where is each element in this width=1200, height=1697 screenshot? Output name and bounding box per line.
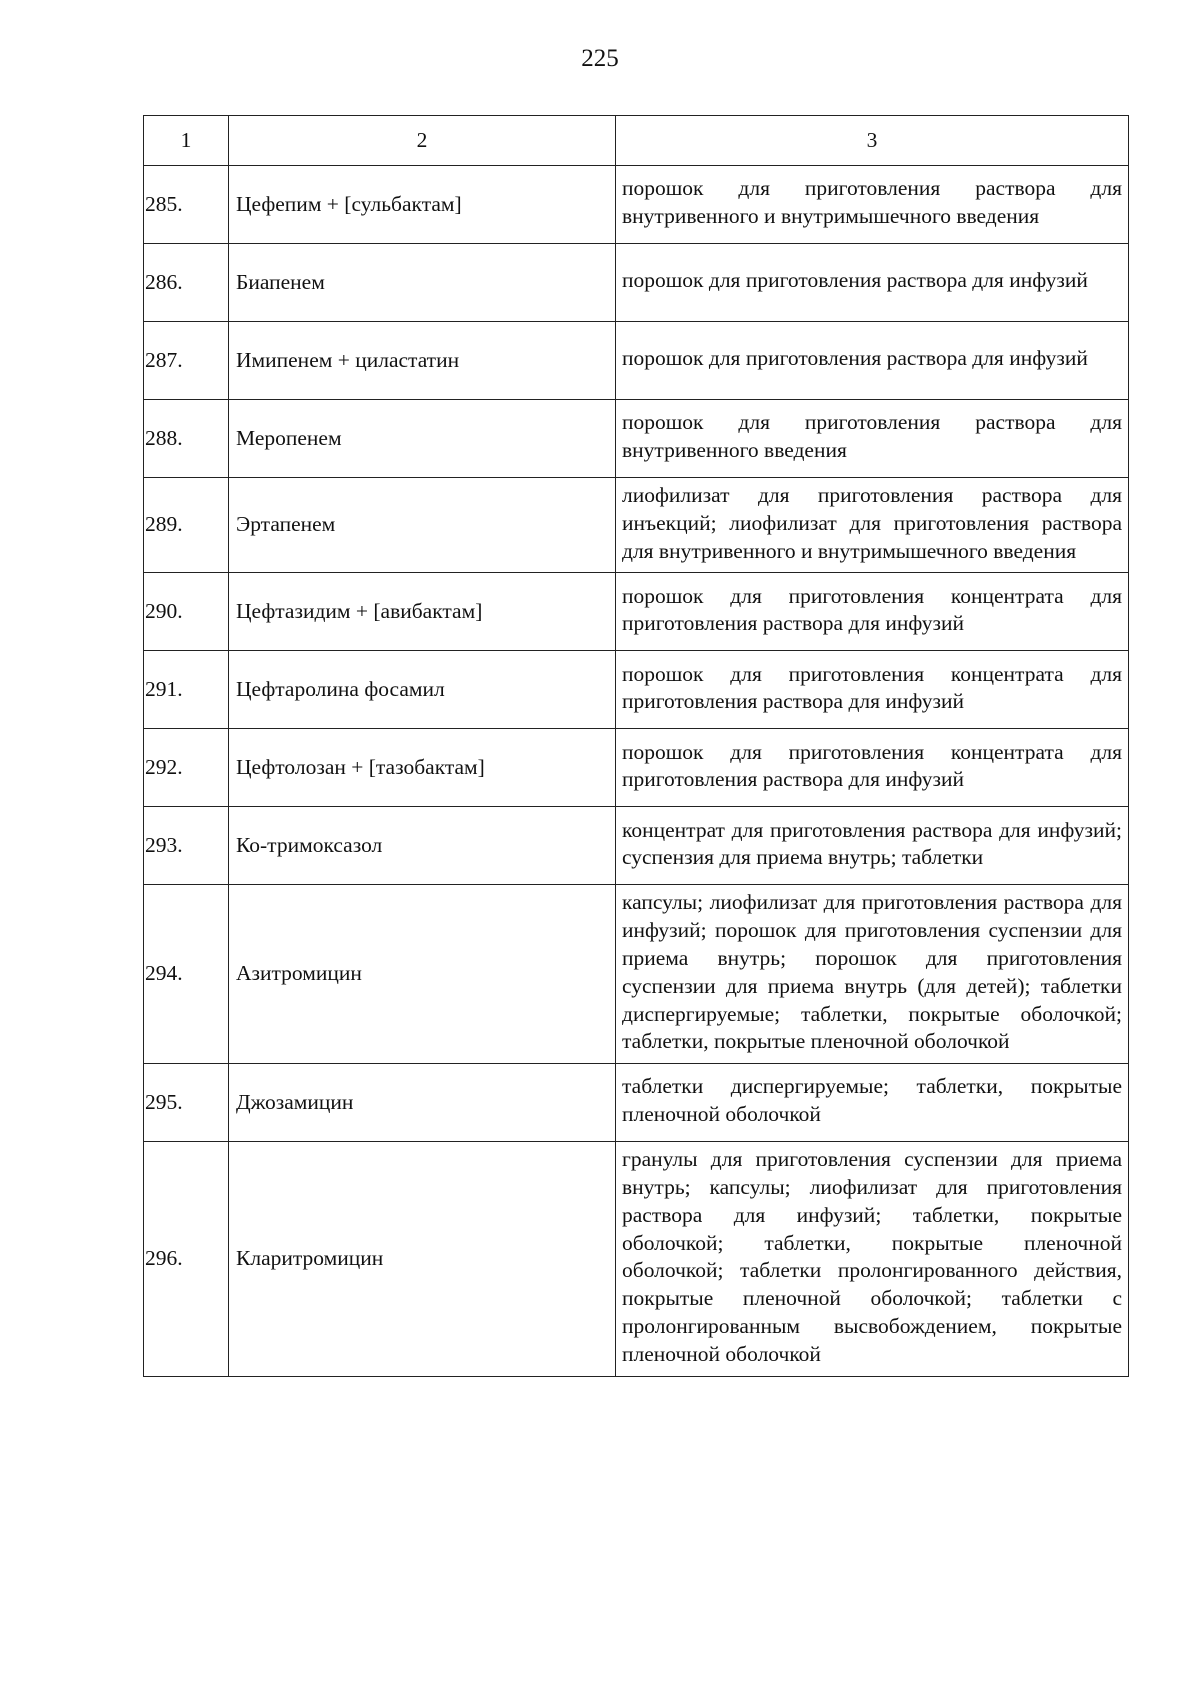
row-number: 293. — [144, 807, 229, 885]
row-number: 291. — [144, 651, 229, 729]
row-number: 294. — [144, 885, 229, 1064]
table-row — [144, 166, 1129, 244]
dosage-form: порошок для приготовления концентрата для приготовления раствора для инфузий — [616, 651, 1129, 729]
table-row — [144, 729, 1129, 807]
row-number: 288. — [144, 400, 229, 478]
drug-name: Имипенем + циластатин — [229, 322, 616, 400]
table-row — [144, 651, 1129, 729]
row-number: 286. — [144, 244, 229, 322]
dosage-form: гранулы для приготовления суспензии для приема внутрь; капсулы; лиофилизат для приготовления раствора для инфузий; таблетки, покрытые оболочкой; таблетки, покрытые пленочной оболочкой; таблетки пролонгированного действия, покрытые пленочной оболочкой; таблетки с пролонгированным высвобождением, покрытые пленочной оболочкой — [616, 1142, 1129, 1376]
drug-table — [143, 115, 1129, 1377]
table-row — [144, 885, 1129, 1064]
dosage-form: порошок для приготовления концентрата для приготовления раствора для инфузий — [616, 573, 1129, 651]
dosage-form: порошок для приготовления раствора для внутривенного введения — [616, 400, 1129, 478]
table-header-row — [144, 116, 1129, 166]
drug-name: Ко-тримоксазол — [229, 807, 616, 885]
column-header-1: 1 — [144, 116, 229, 166]
row-number: 287. — [144, 322, 229, 400]
drug-name: Джозамицин — [229, 1064, 616, 1142]
table-row — [144, 1064, 1129, 1142]
dosage-form: лиофилизат для приготовления раствора для инъекций; лиофилизат для приготовления раствора для внутривенного и внутримышечного введения — [616, 478, 1129, 573]
drug-name: Цефтолозан + [тазобактам] — [229, 729, 616, 807]
row-number: 292. — [144, 729, 229, 807]
table-row — [144, 573, 1129, 651]
row-number: 290. — [144, 573, 229, 651]
drug-name: Биапенем — [229, 244, 616, 322]
table-row — [144, 1142, 1129, 1376]
dosage-form: порошок для приготовления раствора для внутривенного и внутримышечного введения — [616, 166, 1129, 244]
drug-name: Цефепим + [сульбактам] — [229, 166, 616, 244]
table-row — [144, 322, 1129, 400]
dosage-form: концентрат для приготовления раствора для инфузий; суспензия для приема внутрь; таблетки — [616, 807, 1129, 885]
drug-name: Эртапенем — [229, 478, 616, 573]
row-number: 285. — [144, 166, 229, 244]
dosage-form: порошок для приготовления концентрата для приготовления раствора для инфузий — [616, 729, 1129, 807]
dosage-form: капсулы; лиофилизат для приготовления раствора для инфузий; порошок для приготовления суспензии для приема внутрь; порошок для приготовления суспензии для приема внутрь (для детей); таблетки диспергируемые; таблетки, покрытые оболочкой; таблетки, покрытые пленочной оболочкой — [616, 885, 1129, 1064]
column-header-2: 2 — [229, 116, 616, 166]
row-number: 296. — [144, 1142, 229, 1376]
drug-name: Меропенем — [229, 400, 616, 478]
page-number: 225 — [581, 45, 619, 72]
column-header-3: 3 — [616, 116, 1129, 166]
row-number: 295. — [144, 1064, 229, 1142]
table-row — [144, 478, 1129, 573]
dosage-form: таблетки диспергируемые; таблетки, покрытые пленочной оболочкой — [616, 1064, 1129, 1142]
drug-name: Азитромицин — [229, 885, 616, 1064]
dosage-form: порошок для приготовления раствора для инфузий — [616, 244, 1129, 322]
drug-name: Цефтаролина фосамил — [229, 651, 616, 729]
table-row — [144, 807, 1129, 885]
table-row — [144, 400, 1129, 478]
drug-name: Цефтазидим + [авибактам] — [229, 573, 616, 651]
row-number: 289. — [144, 478, 229, 573]
table-row — [144, 244, 1129, 322]
drug-name: Кларитромицин — [229, 1142, 616, 1376]
dosage-form: порошок для приготовления раствора для инфузий — [616, 322, 1129, 400]
